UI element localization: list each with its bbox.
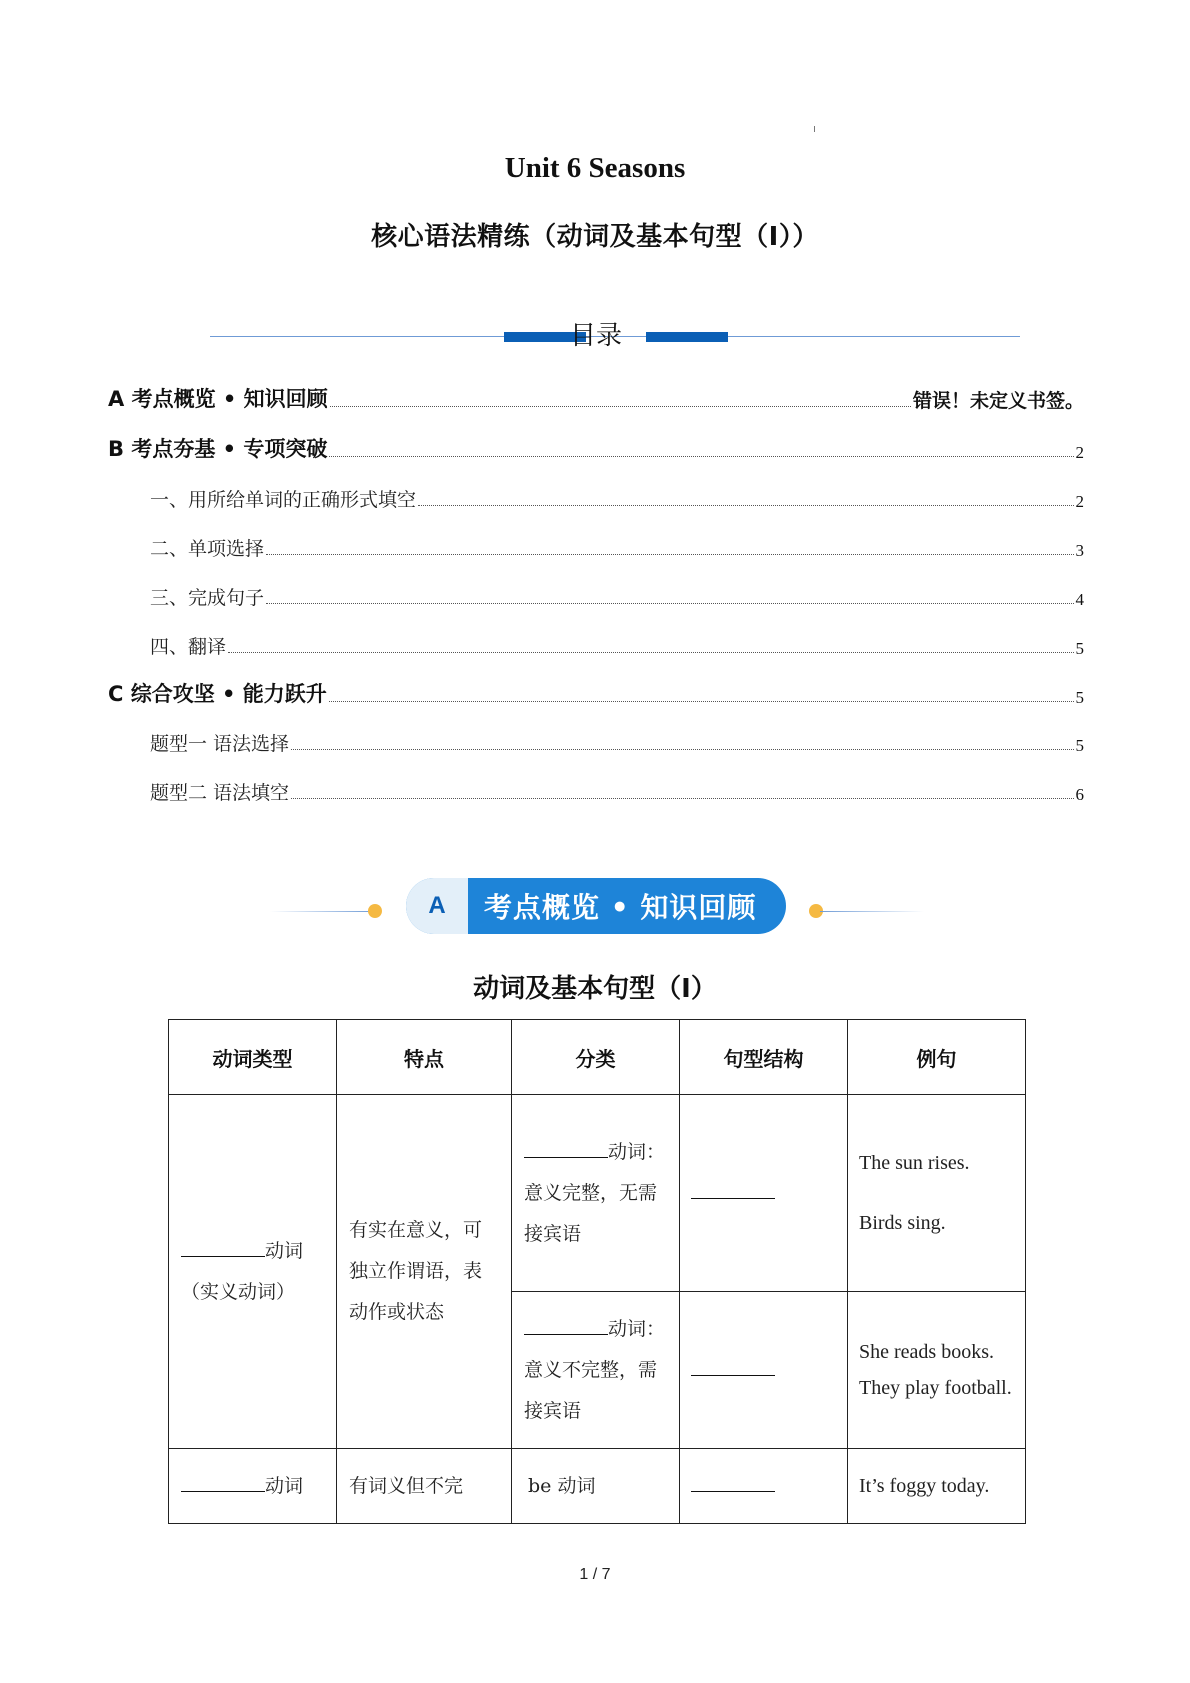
toc-dot-leader [266, 554, 1073, 555]
banner-letter: A [406, 878, 468, 934]
verb-type-cell [169, 1449, 337, 1524]
fill-blank[interactable] [181, 1255, 265, 1257]
header-tick-mark [814, 126, 815, 132]
verb-type-table [168, 1019, 1026, 1524]
toc-item-page: 3 [1075, 541, 1084, 560]
column-header: 句型结构 [680, 1020, 848, 1095]
toc-dot-leader [266, 603, 1073, 604]
toc-dot-leader [330, 406, 911, 407]
column-header: 动词类型 [169, 1020, 337, 1095]
toc-item-page: 4 [1075, 590, 1084, 609]
banner-text: 考点概览 • 知识回顾 [484, 891, 757, 924]
class-cell [512, 1292, 680, 1449]
fill-blank[interactable] [691, 1490, 775, 1492]
column-header: 特点 [337, 1020, 512, 1095]
table-header-row [169, 1020, 1026, 1095]
toc-item[interactable] [108, 680, 1084, 708]
banner-line-right [820, 911, 924, 912]
toc-dot-leader [418, 505, 1073, 506]
example-sentence: They play football. [859, 1377, 1012, 1399]
example-sentence: She reads books. [859, 1341, 994, 1363]
table-row [169, 1095, 1026, 1292]
toc-item[interactable] [150, 631, 1084, 659]
document-subtitle: 核心语法精练（动词及基本句型（I）） [371, 222, 819, 252]
toc-heading: 目录 [569, 321, 622, 351]
toc-item-page: 5 [1075, 736, 1084, 755]
column-header: 例句 [848, 1020, 1026, 1095]
page-number: 1 / 7 [579, 1566, 611, 1583]
verb-type-label: 动词 [265, 1239, 304, 1262]
toc-item[interactable] [108, 385, 1084, 413]
feature-cell [337, 1095, 512, 1449]
banner-dot-left [368, 904, 382, 918]
toc-item[interactable] [150, 777, 1084, 805]
toc-item-page: 6 [1075, 785, 1084, 804]
toc-item-page: 5 [1075, 639, 1084, 658]
toc-item-label: 二、单项选择 [150, 538, 265, 560]
fill-blank[interactable] [691, 1374, 775, 1376]
class-cell [512, 1095, 680, 1292]
fill-blank[interactable] [524, 1333, 608, 1335]
example-cell [848, 1449, 1026, 1524]
feature-cell [337, 1449, 512, 1524]
toc-item[interactable] [150, 484, 1084, 512]
toc-item-label: C 综合攻坚 • 能力跃升 [108, 682, 327, 706]
example-sentence: Birds sing. [859, 1212, 946, 1234]
toc-dot-leader [228, 652, 1073, 653]
class-cell [512, 1449, 680, 1524]
example-cell [848, 1095, 1026, 1292]
toc-item-page: 2 [1075, 492, 1084, 511]
fill-blank[interactable] [524, 1156, 608, 1158]
feature-text: 有实在意义，可独立作谓语，表动作或状态 [349, 1219, 483, 1323]
verb-type-label: 动词 [265, 1474, 304, 1497]
class-label: 动 [608, 1140, 628, 1163]
example-sentence: The sun rises. [859, 1152, 970, 1174]
class-label: be 动词 [528, 1474, 596, 1497]
toc-divider-bar-right [646, 332, 728, 342]
verb-type-note: （实义动词） [181, 1280, 296, 1303]
toc-item-page: 错误！未定义书签。 [912, 390, 1084, 412]
structure-cell [680, 1095, 848, 1292]
document-title: Unit 6 Seasons [504, 152, 686, 184]
structure-cell [680, 1449, 848, 1524]
verb-type-cell [169, 1095, 337, 1449]
toc-item-label: 四、翻译 [150, 636, 227, 658]
toc-item[interactable] [108, 435, 1084, 463]
example-cell [848, 1292, 1026, 1449]
section-banner [406, 878, 786, 934]
toc-item[interactable] [150, 533, 1084, 561]
fill-blank[interactable] [181, 1490, 265, 1492]
class-description: 词：意义完整，无需接宾语 [524, 1140, 666, 1245]
banner-line-left [270, 911, 374, 912]
toc-dot-leader [291, 798, 1073, 799]
structure-cell [680, 1292, 848, 1449]
toc-item-label: 三、完成句子 [150, 587, 265, 609]
toc-item-label: B 考点夯基 • 专项突破 [108, 437, 328, 461]
column-header: 分类 [512, 1020, 680, 1095]
toc-item-page: 5 [1075, 688, 1084, 707]
class-label: 动 [608, 1317, 628, 1340]
toc-item-label: A 考点概览 • 知识回顾 [108, 387, 328, 411]
example-sentence: It’s foggy today. [859, 1474, 990, 1497]
toc-item-label: 题型一 语法选择 [150, 733, 290, 755]
toc-item-page: 2 [1075, 443, 1084, 462]
toc-item[interactable] [150, 582, 1084, 610]
fill-blank[interactable] [691, 1197, 775, 1199]
toc-dot-leader [291, 749, 1073, 750]
feature-text: 有词义但不完 [349, 1474, 464, 1497]
toc-item-label: 一、用所给单词的正确形式填空 [150, 489, 417, 511]
section-title: 动词及基本句型（I） [473, 974, 717, 1004]
toc-dot-leader [329, 456, 1073, 457]
toc-item[interactable] [150, 728, 1084, 756]
table-row [169, 1449, 1026, 1524]
toc-dot-leader [329, 701, 1074, 702]
toc-item-label: 题型二 语法填空 [150, 782, 290, 804]
class-description: 词：意义不完整，需接宾语 [524, 1317, 666, 1422]
